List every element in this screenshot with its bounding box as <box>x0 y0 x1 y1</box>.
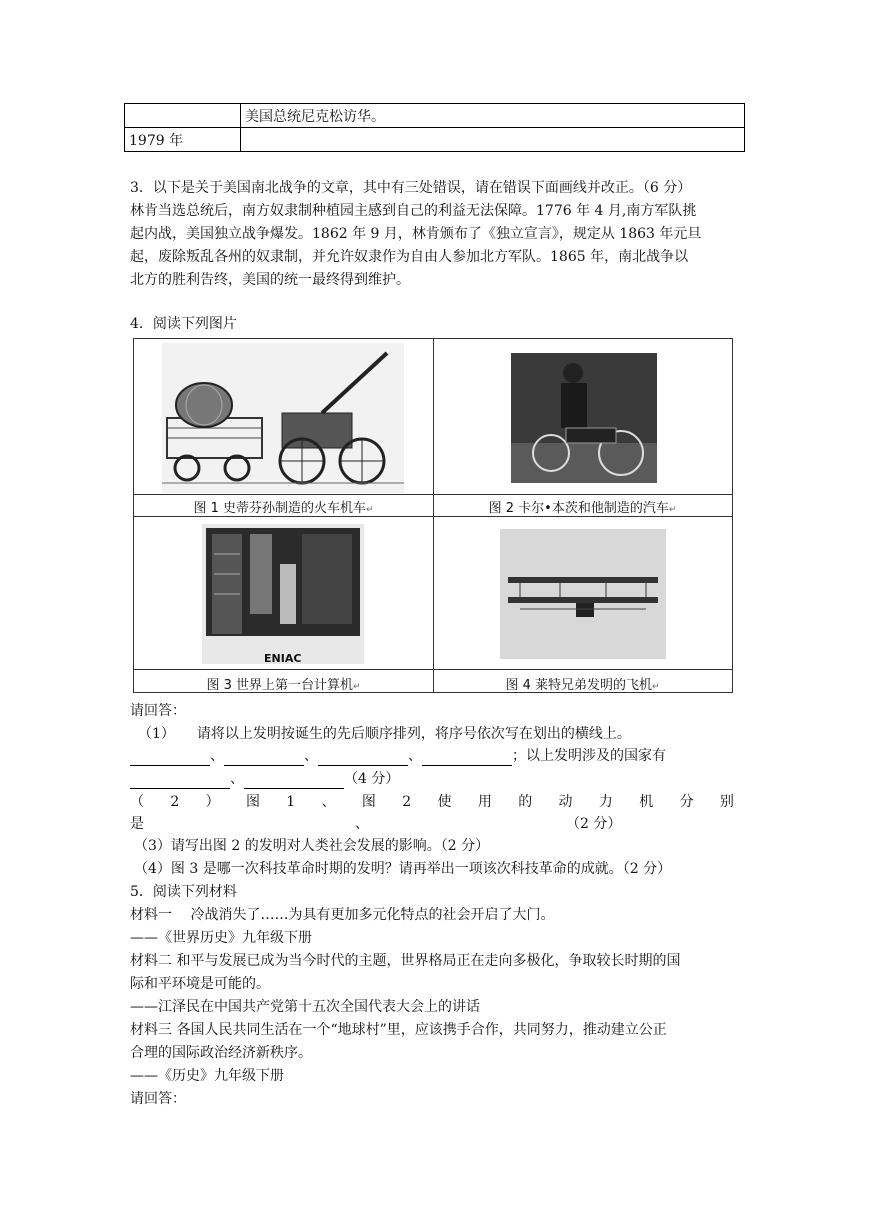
sub2-line2-sep: 、 <box>355 816 369 832</box>
sub2-line <box>130 792 734 812</box>
answer-prompt: 请回答： <box>130 703 186 719</box>
table-cell-empty <box>241 128 745 152</box>
q3-line-4: 北方的胜利告终，美国的统一最终得到维护。 <box>130 272 410 288</box>
answer-blank[interactable] <box>244 774 344 789</box>
q5-material-2: 材料二 和平与发展已成为当今时代的主题，世界格局正在走向多极化，争取较长时期的国 <box>130 953 681 969</box>
invention-image-grid <box>133 338 733 693</box>
sub2-char: 力 <box>598 794 613 810</box>
q3-line-3: 起，废除叛乱各州的奴隶制，并允许奴隶作为自由人参加北方军队。1865 年，南北战争以 <box>130 249 689 265</box>
benz-car-image <box>511 353 657 483</box>
sub1-text: 请将以上发明按诞生的先后顺序排列，将序号依次写在划出的横线上。 <box>196 726 631 742</box>
table-cell-event: 美国总统尼克松访华。 <box>241 104 745 128</box>
sub1-score: （4 分） <box>344 771 400 787</box>
q5-material-3: 材料三 各国人民共同生活在一个“地球村”里，应该携手合作，共同努力，推动建立公正 <box>130 1022 667 1038</box>
table-row <box>125 128 745 152</box>
answer-blank[interactable] <box>318 751 408 766</box>
q4-title: 4．阅读下列图片 <box>130 316 237 332</box>
q5-material-2-cont: 际和平环境是可能的。 <box>130 976 270 992</box>
eniac-image <box>202 524 364 664</box>
return-mark-icon: ↵ <box>353 682 361 692</box>
grid-divider <box>134 669 732 670</box>
caption-4: 图 4 莱特兄弟发明的飞机 <box>505 678 652 693</box>
sub2-char: 1 <box>286 794 296 810</box>
locomotive-image <box>162 343 404 493</box>
caption-3: 图 3 世界上第一台计算机 <box>206 678 353 693</box>
sub2-char: 分 <box>679 794 694 810</box>
separator: 、 <box>408 748 422 764</box>
sub2-char: 使 <box>437 794 452 810</box>
answer-blank[interactable] <box>422 751 512 766</box>
q3-line-2: 起内战，美国独立战争爆发。1862 年 9 月，林肯颁布了《独立宣言》，规定从 1863 年元旦 <box>130 226 702 242</box>
return-mark-icon: ↵ <box>366 505 374 515</box>
answer-blank[interactable] <box>224 751 304 766</box>
return-mark-icon: ↵ <box>652 682 660 692</box>
sub2-char: 动 <box>558 794 573 810</box>
sub3-text: （3）请写出图 2 的发明对人类社会发展的影响。（2 分） <box>134 838 490 854</box>
table-cell-year: 1979 年 <box>125 128 241 152</box>
sub1-label: （1） <box>138 726 175 742</box>
answer-blank[interactable] <box>130 774 230 789</box>
answer-blank[interactable] <box>130 751 210 766</box>
sub2-char: 2 <box>402 794 412 810</box>
eniac-label: ENIAC <box>264 652 302 665</box>
q5-source-3: ——《历史》九年级下册 <box>130 1068 284 1084</box>
sub2-char: 别 <box>719 794 734 810</box>
sub2-char: 用 <box>477 794 492 810</box>
sub2-char: 、 <box>321 794 336 810</box>
sub4-text: （4）图 3 是哪一次科技革命时期的发明？请再举出一项该次科技革命的成就。（2 分） <box>134 861 672 877</box>
sub2-char: （ <box>130 794 144 810</box>
sub2-char: ） <box>205 794 220 810</box>
sub2-score: （2 分） <box>566 816 622 832</box>
wright-airplane-image <box>500 529 666 659</box>
return-mark-icon: ↵ <box>668 505 677 515</box>
sub2-char: 的 <box>518 794 533 810</box>
sub1-mid-text: ；以上发明涉及的国家有 <box>512 748 666 764</box>
sub2-char: 图 <box>361 794 376 810</box>
q5-source-2: ——江泽民在中国共产党第十五次全国代表大会上的讲话 <box>130 999 480 1015</box>
history-table <box>124 103 745 152</box>
q3-line-1: 林肯当选总统后，南方奴隶制种植园主感到自己的利益无法保障。1776 年 4 月,南方军队挑 <box>130 203 697 219</box>
separator: 、 <box>304 748 318 764</box>
sub2-line2-start: 是 <box>130 816 144 832</box>
separator: 、 <box>230 771 244 787</box>
q5-answer-prompt: 请回答： <box>130 1091 186 1107</box>
q5-material-1: 材料一 冷战消失了……为具有更加多元化特点的社会开启了大门。 <box>130 907 555 923</box>
grid-divider <box>134 494 732 495</box>
caption-1: 图 1 史蒂芬孙制造的火车机车 <box>193 501 366 516</box>
sub2-char: 图 <box>245 794 260 810</box>
q3-title: 3．以下是关于美国南北战争的文章，其中有三处错误，请在错误下面画线并改正。（6 分） <box>130 180 692 196</box>
q5-source-1: ——《世界历史》九年级下册 <box>130 930 312 946</box>
table-row <box>125 104 745 128</box>
q5-material-3-cont: 合理的国际政治经济新秩序。 <box>130 1045 312 1061</box>
caption-2: 图 2 卡尔•本茨和他制造的汽车 <box>488 501 669 516</box>
sub2-char: 机 <box>639 794 654 810</box>
sub2-char: 2 <box>170 794 180 810</box>
grid-divider <box>134 516 732 517</box>
q5-title: 5．阅读下列材料 <box>130 884 237 900</box>
separator: 、 <box>210 748 224 764</box>
table-cell-empty <box>125 104 241 128</box>
